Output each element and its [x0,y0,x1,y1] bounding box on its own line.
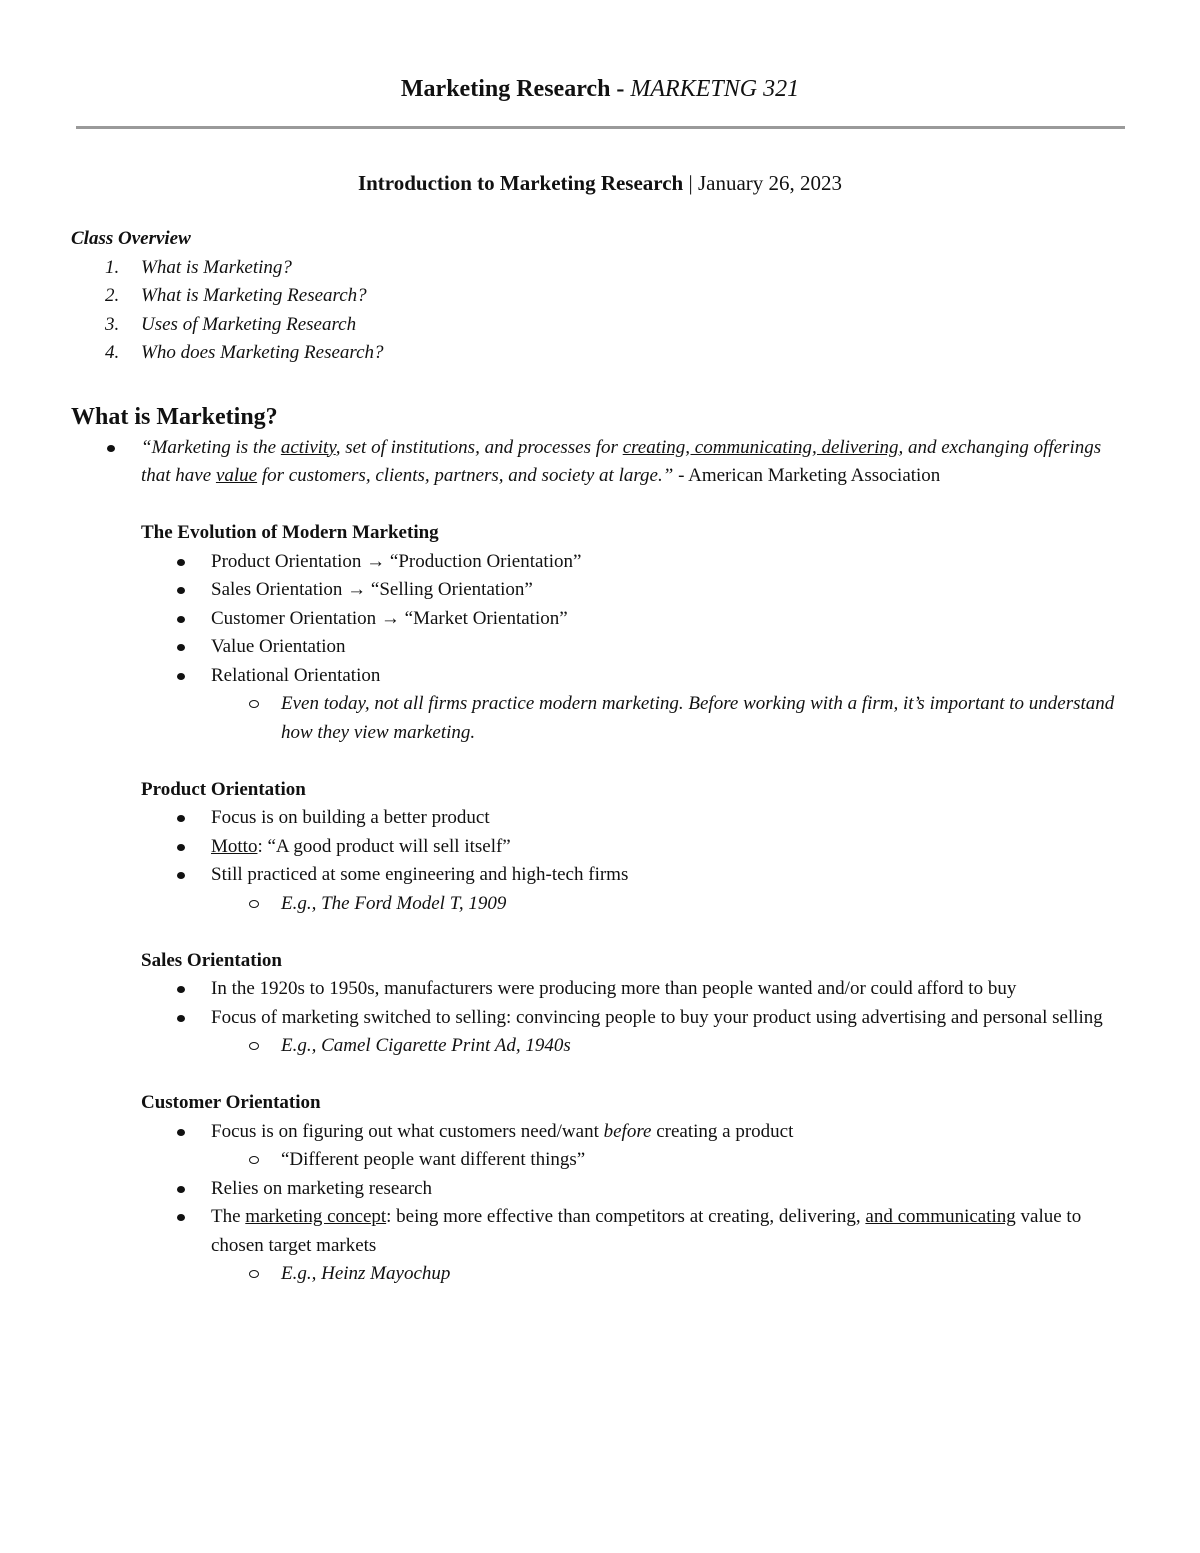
bullet-icon [177,587,185,594]
bullet-icon [177,644,185,651]
sales-orientation-list [71,975,1131,1061]
header-divider [76,126,1125,129]
list-number: 3. [105,313,120,335]
list-text: Who does Marketing Research? [141,342,384,363]
list-item [71,1032,1131,1061]
list-item [71,1118,1131,1175]
list-text: Relational Orientation [211,664,381,686]
underlined-term: marketing concept [245,1206,387,1227]
list-text: Sales Orientation → “Selling Orientation” [211,579,533,600]
circle-bullet-icon [249,1042,259,1050]
bullet-icon [177,986,185,993]
circle-bullet-icon [249,700,259,708]
quote-underline: activity [280,436,336,458]
list-text: Still practiced at some engineering and high-tech firms [211,864,629,885]
bullet-icon [177,1214,185,1221]
example-text: E.g., Heinz Mayochup [281,1263,451,1284]
quote-underline: value [215,465,258,486]
quote-text: for customers, clients, partners, and society at large.” [257,465,674,486]
list-item [71,254,1131,283]
list-text: value to chosen target markets [211,1206,1082,1256]
example-text: E.g., The Ford Model T, 1909 [281,892,507,914]
motto-label: Motto [211,835,258,857]
list-text: Focus of marketing switched to selling: convincing people to buy your product using advertising and personal selling [211,1006,1103,1028]
list-text: : “A good product will sell itself” [257,835,511,857]
list-text: Relies on marketing research [211,1177,433,1199]
course-name: Marketing Research - [400,76,631,102]
list-item [71,339,1131,368]
list-text: Focus is on building a better product [211,807,490,828]
list-item [71,890,1131,919]
list-number: 2. [105,285,120,306]
bullet-icon [177,616,185,623]
list-text: What is Marketing? [141,256,292,278]
list-item [71,282,1131,311]
course-header [0,72,1200,106]
list-text: “Different people want different things” [281,1149,586,1170]
list-item [71,311,1131,340]
list-text: The [211,1206,246,1227]
list-text: Focus is on figuring out what customers need/want [211,1120,604,1142]
sales-orientation-heading: Sales Orientation [141,949,282,971]
list-item [71,804,1131,833]
list-text: Value Orientation [211,636,346,657]
lecture-date: January 26, 2023 [697,171,843,195]
list-number: 4. [105,342,120,363]
list-item [71,1004,1131,1061]
list-item [71,861,1131,918]
bullet-icon [177,1186,185,1193]
sub-list [71,1260,1131,1289]
list-item [71,975,1131,1004]
sub-list [71,890,1131,919]
list-text: In the 1920s to 1950s, manufacturers were producing more than people wanted and/or could afford to buy [211,978,1017,999]
section-heading-what-is-marketing: What is Marketing? [71,403,278,430]
emphasis-text: before [603,1120,652,1142]
circle-bullet-icon [249,1156,259,1164]
underlined-term: and communicating [865,1206,1016,1227]
list-text: Uses of Marketing Research [141,313,357,335]
list-text: What is Marketing Research? [141,285,367,306]
lecture-separator: | [683,171,698,195]
quote-attribution: - American Marketing Association [673,465,941,486]
course-code: MARKETNG 321 [630,76,800,102]
quote-text: , set of institutions, and processes for [335,436,623,458]
product-orientation-heading: Product Orientation [141,778,306,800]
bullet-icon [177,673,185,680]
note-text: Even today, not all firms practice modern marketing. Before working with a firm, it’s important to understand how they view marketing. [281,693,1115,743]
list-item [71,576,1131,605]
list-item [71,662,1131,748]
bullet-icon [177,1015,185,1022]
product-orientation-list [71,804,1131,918]
evolution-list [71,548,1131,748]
bullet-icon [177,815,185,822]
list-item [71,1175,1131,1204]
list-item [71,605,1131,634]
example-text: E.g., Camel Cigarette Print Ad, 1940s [281,1035,571,1056]
list-item [71,690,1131,747]
list-text: Product Orientation → “Production Orientation” [211,550,582,572]
quote-text: , and exchanging offerings that have [141,436,1102,486]
class-overview-heading: Class Overview [71,228,191,249]
list-item [71,1146,1131,1175]
document-body [71,225,1131,1289]
list-item [71,1260,1131,1289]
quote-text: “Marketing is the [141,436,281,458]
quote-underline: creating, communicating, delivering [622,436,899,458]
sub-list [71,690,1131,747]
bullet-icon [177,1129,185,1136]
list-number: 1. [105,256,120,278]
circle-bullet-icon [249,900,259,908]
bullet-icon [177,559,185,566]
sub-list [71,1032,1131,1061]
list-item [71,833,1131,862]
circle-bullet-icon [249,1270,259,1278]
sub-list [71,1146,1131,1175]
lecture-name: Introduction to Marketing Research [357,171,684,195]
bullet-icon [107,445,115,452]
bullet-icon [177,844,185,851]
list-text: Customer Orientation → “Market Orientation” [211,607,568,629]
list-item [71,434,1131,491]
evolution-heading: The Evolution of Modern Marketing [141,522,439,543]
list-item [71,548,1131,577]
customer-orientation-list [71,1118,1131,1289]
customer-orientation-heading: Customer Orientation [141,1092,321,1113]
bullet-icon [177,872,185,879]
class-overview-list [71,254,1131,368]
list-text: creating a product [651,1120,794,1142]
list-text: : being more effective than competitors at creating, delivering, [386,1206,866,1227]
definition-list [71,434,1131,491]
list-item [71,1203,1131,1289]
list-item [71,633,1131,662]
lecture-title [0,168,1200,198]
